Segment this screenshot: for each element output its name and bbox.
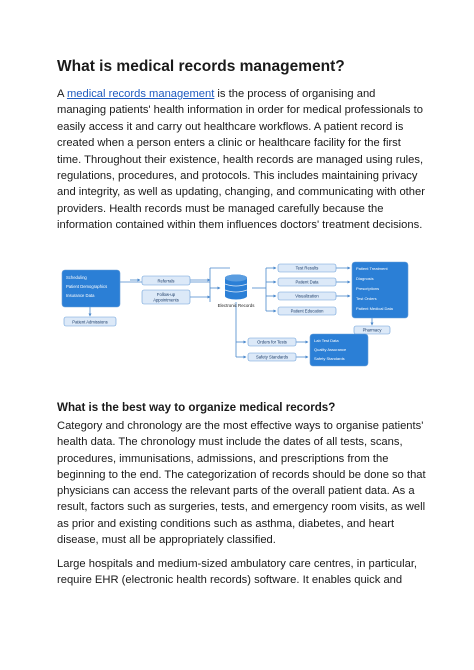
electronic-records-diagram xyxy=(60,258,412,370)
pharmacy-label: Pharmacy xyxy=(362,327,382,333)
intro-prefix: A xyxy=(57,88,67,100)
safety-standards-label: Safety Standards xyxy=(255,354,289,360)
lower-box-item-safety: Safety Standards xyxy=(314,356,345,361)
intro-body: is the process of organising and managing patients' health information in order for medical professionals to easily access it and carry out healthcare workflows. A patient record is created when a person enters a clinic or healthcare facility for the first time. Throughout their existence, health records are managed using rules, regulations, procedures, and protocols. This includes maintaining privacy and integrity, as well as updating, changing, and communicating with other providers. Health records must be managed carefully because the information contained within them influences doctors' treatment decisions. xyxy=(57,88,425,232)
right-box-item-prescriptions: Prescriptions xyxy=(356,286,380,291)
patient-data-label: Patient Data xyxy=(295,279,319,285)
left-box-item-demographics: Patient Demographics xyxy=(66,284,108,289)
left-box-item-insurance: Insurance Data xyxy=(66,293,95,298)
referrals-label: Referrals xyxy=(157,278,175,284)
followup-label-line2: Appointments xyxy=(153,297,179,303)
ehr-paragraph: Large hospitals and medium-sized ambulatory care centres, in particular, require EHR (electronic health records) software. It enables quick and xyxy=(57,558,418,587)
right-box-item-treatment: Patient Treatment xyxy=(356,266,388,271)
lower-box-item-quality: Quality Assurance xyxy=(314,347,347,352)
right-box-item-medical-data: Patient Medical Data xyxy=(356,306,393,311)
section-heading-organize-records: What is the best way to organize medical records? xyxy=(57,401,336,414)
visualization-label: Visualization xyxy=(295,293,319,299)
lower-box-item-lab-test: Lab Test Data xyxy=(314,338,339,343)
electronic-records-label: Electronic Records xyxy=(217,303,255,308)
section-heading-medical-records-management: What is medical records management? xyxy=(57,58,345,75)
left-box-item-scheduling: Scheduling xyxy=(66,275,87,280)
orders-for-tests-label: Orders for Tests xyxy=(257,339,287,345)
patient-admissions-label: Patient Admissions xyxy=(72,319,108,325)
patient-education-label: Patient Education xyxy=(290,308,324,314)
organize-paragraph: Category and chronology are the most effective ways to organise patients' health data. The chronology must include the dates of all tests, scans, procedures, immunisations, admissions, and prescriptions from the beginning to the end. The categorization of records should be done so that physicians can access the relevant parts of the overall patient data. As a result, factors such as surgeries, tests, and emergency room visits, as well as prior and existing conditions such as asthma, diabetes, and heart disease, must all be appropriately classified. xyxy=(57,420,426,547)
test-results-label: Test Results xyxy=(295,265,319,271)
database-icon xyxy=(225,275,247,300)
intro-paragraph xyxy=(57,86,427,234)
followup-label-line1: Follow-up xyxy=(156,292,176,297)
right-box-item-diagnosis: Diagnosis xyxy=(356,276,374,281)
right-box-item-test-orders: Test Orders xyxy=(356,296,377,301)
medical-records-management-link[interactable]: medical records management xyxy=(66,88,215,100)
